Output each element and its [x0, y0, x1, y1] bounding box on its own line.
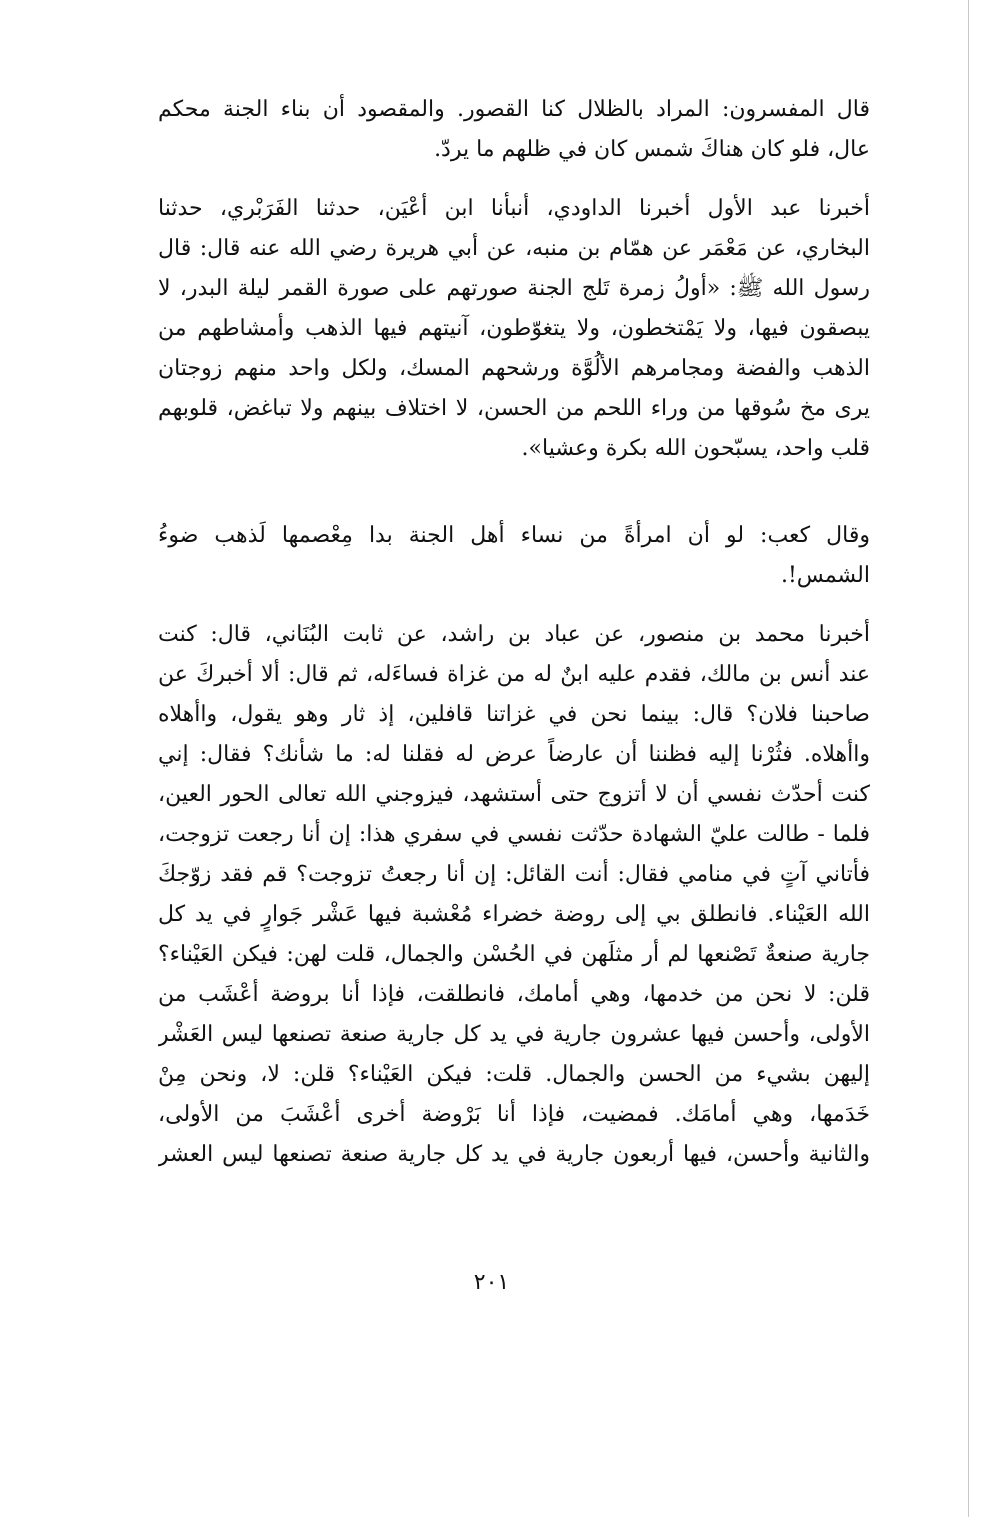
text-line: البخاري، عن مَعْمَر عن همّام بن منبه، عن أبي هريرة رضي الله عنه قال: قال [158, 236, 870, 261]
text-line: رسول الله ﷺ: «أولُ زمرة تَلج الجنة صورتهم على صورة القمر ليلة البدر، لا [158, 276, 870, 301]
text-line: أخبرنا محمد بن منصور، عن عباد بن راشد، عن ثابت البُنَاني، قال: كنت [158, 622, 870, 647]
text-line: قلب واحد، يسبّحون الله بكرة وعشيا». [521, 436, 870, 461]
text-line: واأهلاه. فثُرْنا إليه فظننا أن عارضاً عرض له فقلنا له: ما شأنك؟ فقال: إني [158, 742, 870, 767]
text-line: يبصقون فيها، ولا يَمْتخطون، ولا يتغوّطون، آنيتهم فيها الذهب وأمشاطهم من [158, 316, 870, 341]
page-number: ٢٠١ [473, 1270, 510, 1295]
text-line: الله العَيْناء. فانطلق بي إلى روضة خضراء مُعْشبة فيها عَشْر جَوارٍ في يد كل [158, 902, 870, 927]
paragraph-commentary [158, 90, 870, 170]
text-line: خَدَمها، وهي أمامَك. فمضيت، فإذا أنا بَرْوضة أخرى أعْشَبَ من الأولى، [158, 1102, 870, 1127]
text-line: صاحبنا فلان؟ قال: بينما نحن في غزاتنا قافلين، إذ ثار وهو يقول، واأهلاه [158, 702, 870, 727]
paragraph-narration [158, 615, 870, 1175]
text-line: فأتاني آتٍ في منامي فقال: أنت القائل: إن أنا رجعتُ تزوجت؟ قم فقد زوّجكَ [158, 862, 870, 887]
text-line: الأولى، وأحسن فيها عشرون جارية في يد كل جارية صنعة تصنعها ليس العَشْر [158, 1022, 870, 1047]
text-line: كنت أحدّث نفسي أن لا أتزوج حتى أستشهد، فيزوجني الله تعالى الحور العين، [158, 782, 870, 807]
text-line: عال، فلو كان هناكَ شمس كان في ظلهم ما يردّ. [434, 137, 870, 162]
text-line: وقال كعب: لو أن امرأةً من نساء أهل الجنة بدا مِعْصمها لَذهب ضوءُ [158, 523, 870, 548]
text-line: الشمس!. [780, 563, 870, 588]
text-line: قلن: لا نحن من خدمها، وهي أمامك، فانطلقت، فإذا أنا بروضة أعْشَب من [158, 982, 870, 1007]
paragraph-hadith [158, 189, 870, 469]
text-line: الذهب والفضة ومجامرهم الألُوَّة ورشحهم المسك، ولكل واحد منهم زوجتان [158, 356, 870, 381]
text-line: عند أنس بن مالك، فقدم عليه ابنٌ له من غزاة فساءَله، ثم قال: ألا أخبركَ عن [158, 662, 870, 687]
text-line: والثانية وأحسن، فيها أربعون جارية في يد كل جارية صنعة تصنعها ليس العشر [158, 1142, 870, 1167]
text-line: إليهن بشيء من الحسن والجمال. قلت: فيكن العَيْناء؟ قلن: لا، ونحن مِنْ [158, 1062, 870, 1087]
text-line: قال المفسرون: المراد بالظلال كنا القصور. والمقصود أن بناء الجنة محكم [158, 97, 870, 122]
text-line: يرى مخ سُوقها من وراء اللحم من الحسن، لا اختلاف بينهم ولا تباغض، قلوبهم [158, 396, 870, 421]
text-line: جارية صنعةٌ تَصْنعها لم أر مثلَهن في الحُسْن والجمال، قلت لهن: فيكن العَيْناء؟ [158, 942, 870, 967]
text-line: فلما - طالت عليّ الشهادة حدّثت نفسي في سفري هذا: إن أنا رجعت تزوجت، [158, 822, 870, 847]
text-line: أخبرنا عبد الأول أخبرنا الداودي، أنبأنا ابن أعْيَن، حدثنا الفَرَبْري، حدثنا [158, 196, 870, 221]
paragraph-kaab-quote [158, 516, 870, 596]
